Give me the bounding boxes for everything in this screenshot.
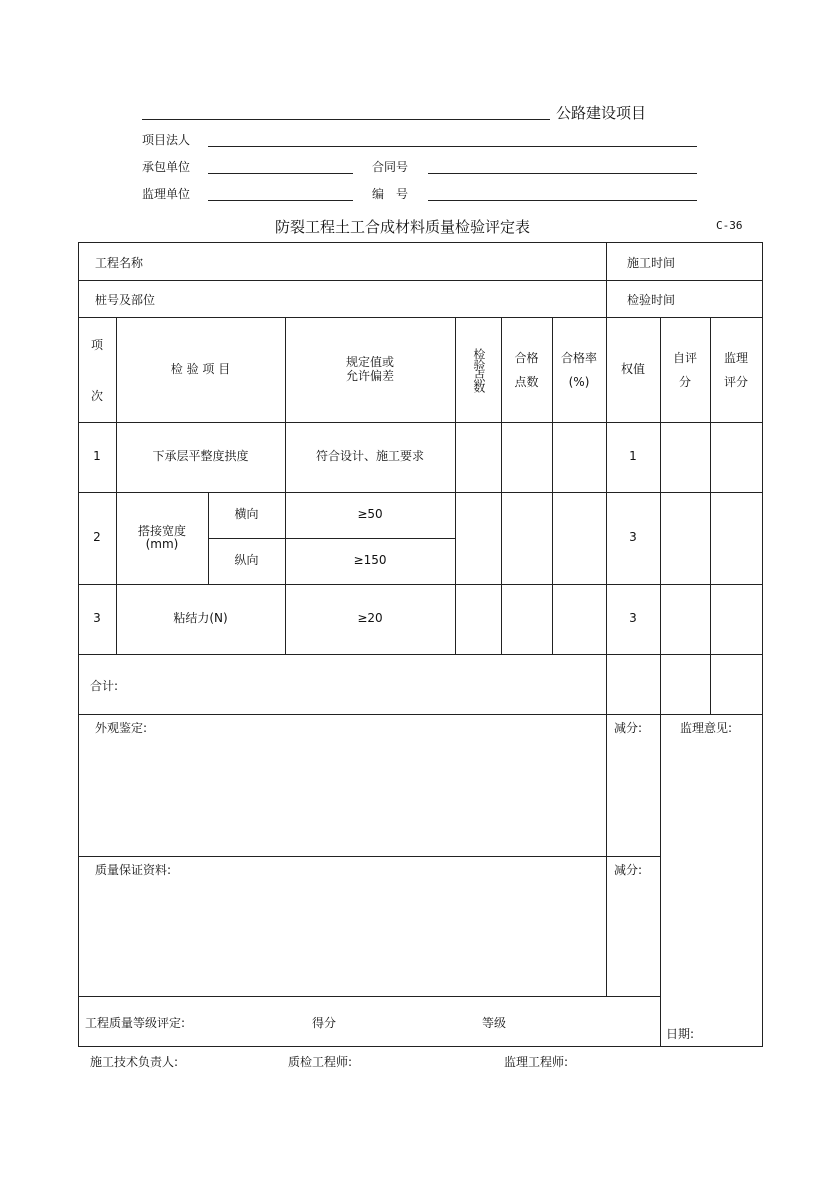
number-label: 编 号: [372, 187, 409, 201]
col-weight: 权值: [620, 361, 645, 376]
col-spec: 规定值或 允许偏差: [345, 354, 394, 383]
owner-label: 项目法人: [142, 133, 191, 147]
row3-item: 粘结力(N): [173, 611, 228, 626]
supervising-engineer-signature: 监理工程师:: [504, 1055, 569, 1069]
col-pass-rate: 合格率 (%): [560, 350, 597, 389]
row1-spec: 符合设计、施工要求: [315, 449, 424, 464]
contract-no-line: [428, 173, 697, 174]
tech-lead-signature: 施工技术负责人:: [90, 1055, 179, 1069]
contractor-label: 承包单位: [142, 160, 191, 174]
form-title: 防裂工程土工合成材料质量检验评定表: [275, 218, 531, 236]
owner-line: [208, 146, 697, 147]
col-supervisor-score: 监理 评分: [723, 350, 748, 389]
appearance-label: 外观鉴定:: [95, 721, 148, 735]
construction-time-label: 施工时间: [627, 256, 676, 270]
col-item-no: 项: [91, 338, 104, 352]
total-label: 合计:: [90, 679, 119, 693]
col-item: 检 验 项 目: [170, 361, 231, 376]
row3-no: 3: [93, 611, 101, 626]
col-self-score: 自评 分: [672, 350, 697, 389]
quality-docs-label: 质量保证资料:: [95, 863, 172, 877]
project-suffix: 公路建设项目: [556, 104, 647, 122]
row1-no: 1: [93, 449, 101, 464]
supervisor-line: [208, 200, 353, 201]
row2-weight: 3: [629, 530, 637, 545]
deduct-label-2: 减分:: [614, 863, 643, 877]
grade-label: 等级: [482, 1016, 507, 1030]
form-code: C-36: [716, 219, 743, 232]
row1-item: 下承层平整度拱度: [152, 449, 249, 464]
col-points: 检验点数: [471, 347, 486, 392]
row2-no: 2: [93, 530, 101, 545]
score-label: 得分: [312, 1016, 337, 1030]
contract-no-label: 合同号: [372, 160, 409, 174]
inspector-signature: 质检工程师:: [288, 1055, 353, 1069]
col-item-no-2: 次: [91, 389, 104, 403]
contractor-line: [208, 173, 353, 174]
row2-item: 搭接宽度 (mm): [137, 523, 186, 551]
row2-dir-longitudinal: 纵向: [234, 553, 259, 568]
supervisor-opinion-label: 监理意见:: [680, 721, 733, 735]
project-name-line: [142, 119, 550, 120]
deduct-label-1: 减分:: [614, 721, 643, 735]
number-line: [428, 200, 697, 201]
supervisor-label: 监理单位: [142, 187, 191, 201]
row2-spec-longitudinal: ≥150: [353, 553, 387, 568]
grade-eval-label: 工程质量等级评定:: [85, 1016, 186, 1030]
row2-dir-transverse: 横向: [234, 507, 259, 522]
col-pass-points: 合格 点数: [514, 350, 539, 389]
row1-weight: 1: [629, 449, 637, 464]
row2-spec-transverse: ≥50: [357, 507, 383, 522]
date-label: 日期:: [666, 1027, 695, 1041]
station-label: 桩号及部位: [95, 293, 156, 307]
inspection-time-label: 检验时间: [627, 293, 676, 307]
row3-weight: 3: [629, 611, 637, 626]
project-name-label: 工程名称: [95, 256, 144, 270]
row3-spec: ≥20: [357, 611, 383, 626]
